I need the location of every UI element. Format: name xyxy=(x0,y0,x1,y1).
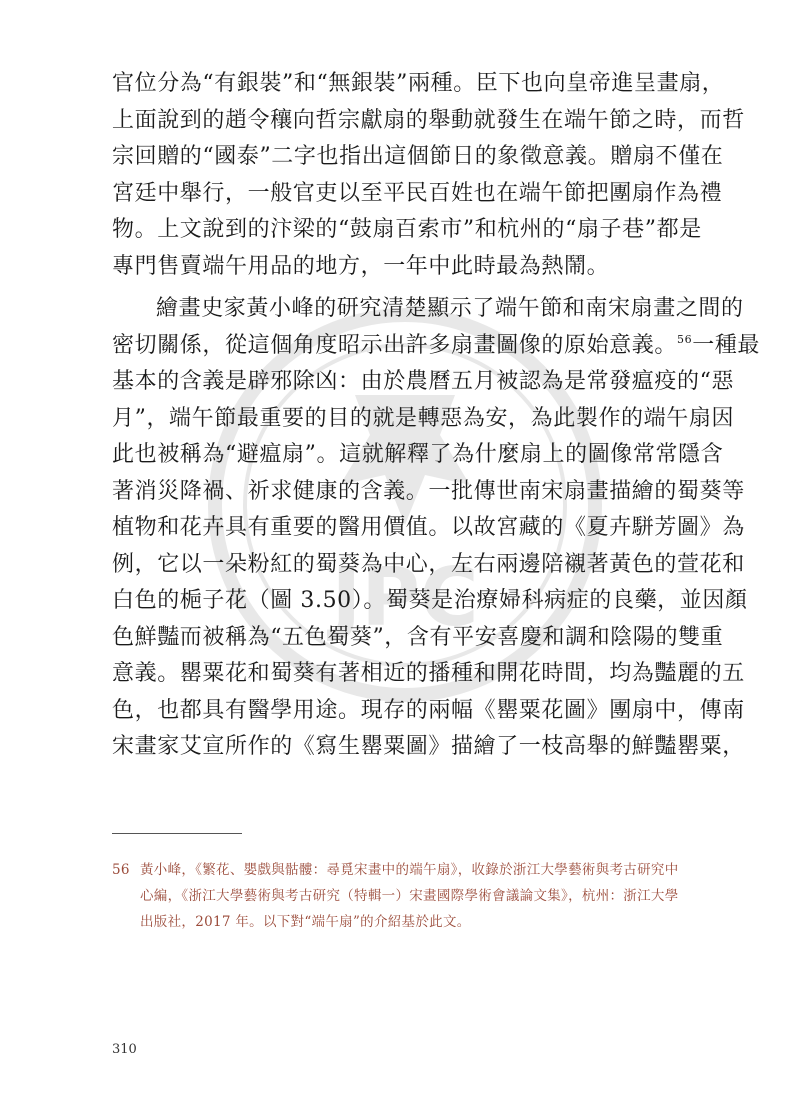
body-text xyxy=(112,66,761,766)
footnote-line: 出版社，2017 年。以下對“端午扇”的介紹基於此文。 xyxy=(140,914,471,930)
footnote xyxy=(112,857,679,935)
text-line xyxy=(112,328,761,365)
footnote-reference[interactable]: 56 xyxy=(677,332,693,346)
footnote-number: 56 xyxy=(112,862,130,878)
text-segment: 密切關係，從這個角度昭示出許多扇畫圖像的原始意義。 xyxy=(112,332,678,358)
text-line: 意義。罌粟花和蜀葵有著相近的播種和開花時間，均為豔麗的五 xyxy=(112,661,745,686)
text-line: 色，也都具有醫學用途。現存的兩幅《罌粟花圖》團扇中，傳南 xyxy=(112,697,745,723)
paragraph-1 xyxy=(112,66,745,285)
text-line: 色鮮豔而被稱為“五色蜀葵”，含有平安喜慶和調和陰陽的雙重 xyxy=(112,624,724,650)
text-line: 月”，端午節最重要的目的就是轉惡為安，為此製作的端午扇因 xyxy=(112,405,735,431)
text-line: 宮廷中舉行，一般官吏以至平民百姓也在端午節把團扇作為禮 xyxy=(112,180,723,206)
text-line: 白色的梔子花（圖 3.50）。蜀葵是治療婦科病症的良藥，並因顏 xyxy=(112,588,748,613)
paragraph-2 xyxy=(112,291,761,766)
text-line: 植物和花卉具有重要的醫用價值。以故宮藏的《夏卉駢芳圖》為 xyxy=(112,515,745,540)
text-line: 著消災降禍、祈求健康的含義。一批傳世南宋扇畫描繪的蜀葵等 xyxy=(112,478,745,504)
watermark-text: JPC xyxy=(331,551,479,644)
footnote-text: 黃小峰，《繁花、嬰戲與骷髏：尋覓宋畫中的端午扇》，收錄於浙江大學藝術與考古研究中 xyxy=(140,862,679,878)
text-line: 例，它以一朵粉紅的蜀葵為中心，左右兩邊陪襯著黃色的萱花和 xyxy=(112,551,745,577)
footnote-divider xyxy=(112,833,242,834)
page-number: 310 xyxy=(112,1042,137,1057)
text-line: 宗回贈的“國泰”二字也指出這個節日的象徵意義。贈扇不僅在 xyxy=(112,144,724,169)
footnote-line xyxy=(112,857,679,883)
text-line: 物。上文說到的汴梁的“鼓扇百索市”和杭州的“扇子巷”都是 xyxy=(112,217,702,242)
text-line: 官位分為“有銀裝”和“無銀裝”兩種。臣下也向皇帝進呈畫扇， xyxy=(112,71,725,96)
text-line: 專門售賣端午用品的地方，一年中此時最為熱鬧。 xyxy=(112,253,610,279)
text-line: 上面說到的趙令穰向哲宗獻扇的舉動就發生在端午節之時，而哲 xyxy=(112,107,745,133)
text-segment: 一種最 xyxy=(692,332,761,358)
footnote-line: 心編，《浙江大學藝術與考古研究（特輯一）宋畫國際學術會議論文集》，杭州：浙江大學 xyxy=(140,888,679,904)
text-line: 宋畫家艾宣所作的《寫生罌粟圖》描繪了一枝高舉的鮮豔罌粟， xyxy=(112,734,745,759)
text-line: 此也被稱為“避瘟扇”。這就解釋了為什麼扇上的圖像常常隱含 xyxy=(112,442,724,467)
text-line: 繪畫史家黃小峰的研究清楚顯示了端午節和南宋扇畫之間的 xyxy=(156,296,744,321)
text-line: 基本的含義是辟邪除凶：由於農曆五月被認為是常發瘟疫的“惡 xyxy=(112,369,735,394)
